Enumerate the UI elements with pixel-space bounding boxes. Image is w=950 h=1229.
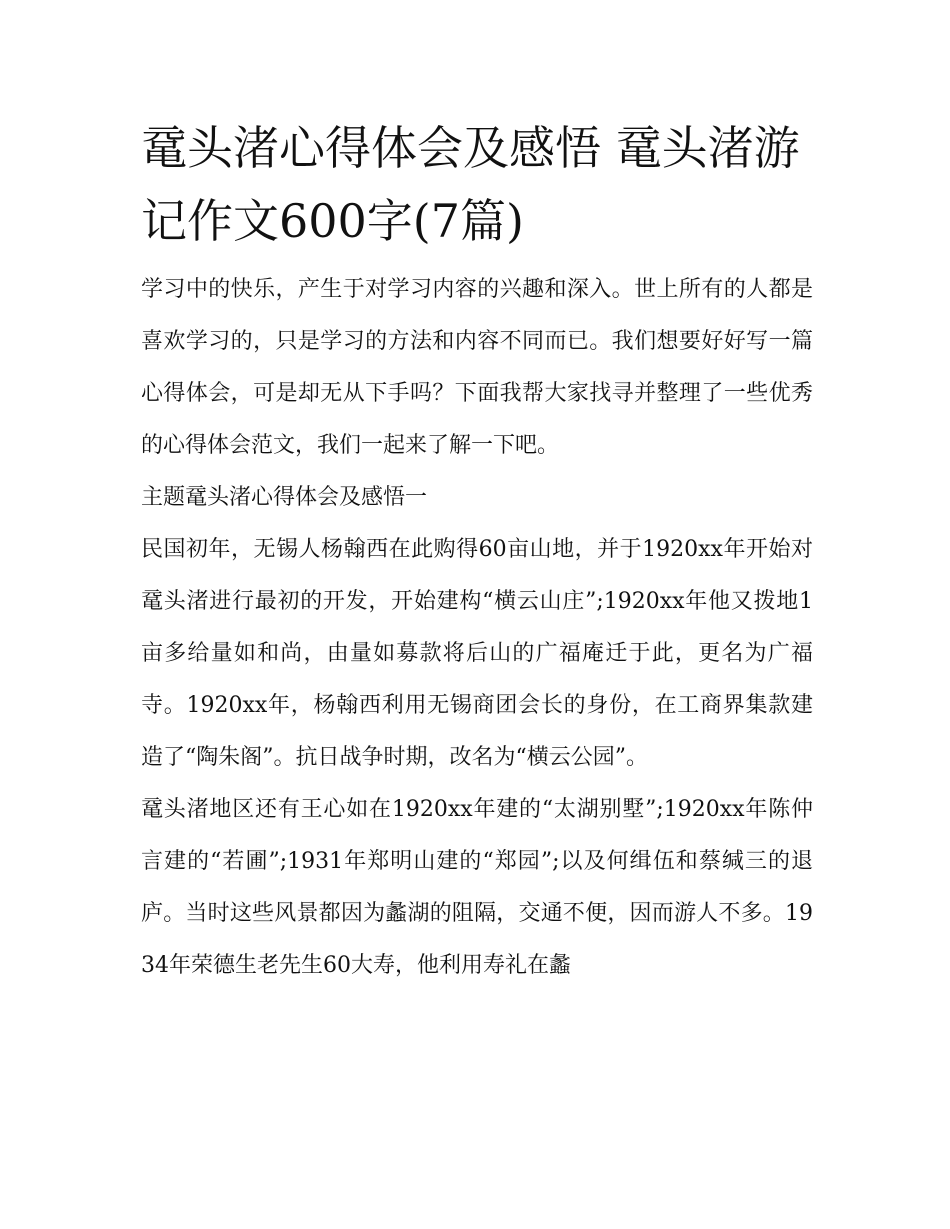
document-page <box>141 112 813 992</box>
section-heading: 主题鼋头渚心得体会及感悟一 <box>141 485 428 510</box>
body-paragraph-1: 民国初年，无锡人杨翰西在此购得60亩山地，并于1920xx年开始对鼋头渚进行最初的开发，开始建构“横云山庄”;1920xx年他又拨地1亩多给量如和尚，由量如募款将后山的广福庵迁于此，更名为广福寺。1920xx年，杨翰西利用无锡商团会长的身份，在工商界集款建造了“陶朱阁”。抗日战争时期，改名为“横云公园”。 <box>141 537 813 770</box>
intro-paragraph: 学习中的快乐，产生于对学习内容的兴趣和深入。世上所有的人都是喜欢学习的，只是学习的方法和内容不同而已。我们想要好好写一篇心得体会，可是却无从下手吗？下面我帮大家找寻并整理了一些优秀的心得体会范文，我们一起来了解一下吧。 <box>141 277 813 458</box>
body-paragraph-2: 鼋头渚地区还有王心如在1920xx年建的“太湖别墅”;1920xx年陈仲言建的“若圃”;1931年郑明山建的“郑园”;以及何缉伍和蔡缄三的退庐。当时这些风景都因为蠡湖的阻隔，交通不便，因而游人不多。1934年荣德生老先生60大寿，他利用寿礼在蠡 <box>141 797 813 978</box>
document-title: 鼋头渚心得体会及感悟 鼋头渚游记作文600字(7篇) <box>141 121 800 248</box>
